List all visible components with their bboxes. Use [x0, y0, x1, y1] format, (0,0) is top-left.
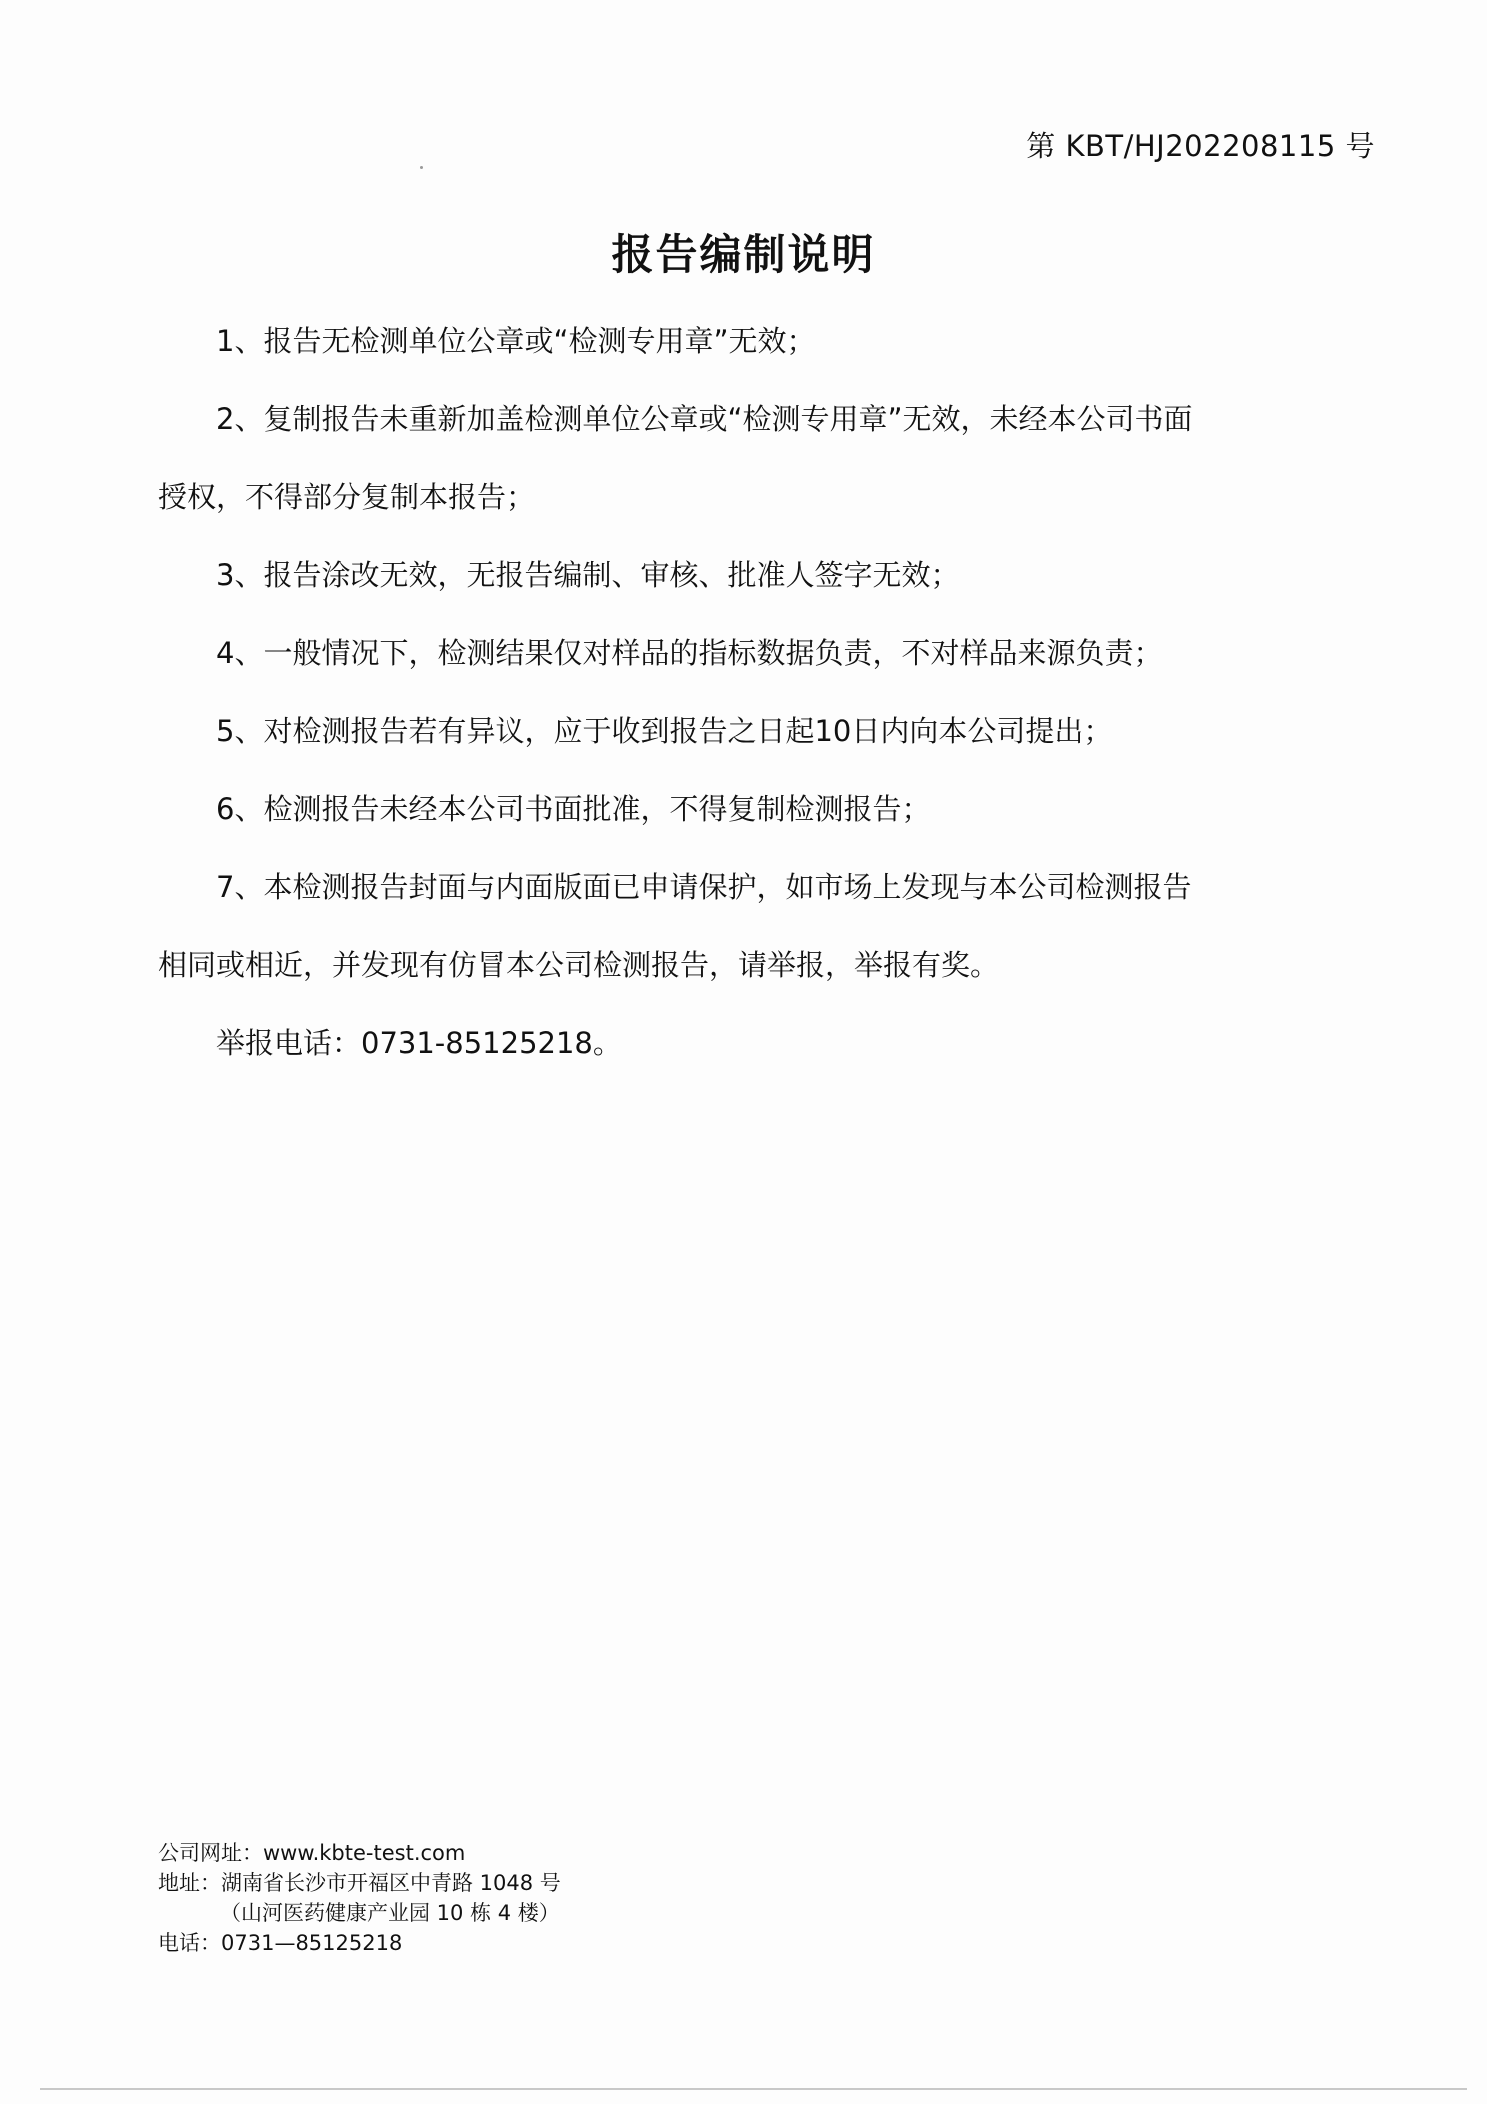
- report-number: 第 KBT/HJ202208115 号: [1026, 129, 1375, 163]
- clause-item: 5、对检测报告若有异议，应于收到报告之日起10日内向本公司提出；: [216, 714, 1113, 748]
- clause-item: 2、复制报告未重新加盖检测单位公章或“检测专用章”无效，未经本公司书面授权，不得部分复制本报告；: [158, 402, 1193, 514]
- company-address-detail: （山河医药健康产业园 10 栋 4 楼）: [220, 1901, 560, 1925]
- scan-speck: [420, 166, 423, 169]
- scan-edge-line: [40, 2088, 1467, 2090]
- company-phone: 电话：0731—85125218: [158, 1931, 403, 1955]
- clause-item: 4、一般情况下，检测结果仅对样品的指标数据负责，不对样品来源负责；: [216, 636, 1163, 670]
- report-hotline: 举报电话：0731-85125218。: [216, 1026, 622, 1060]
- clause-list: [158, 302, 1198, 1082]
- clause-item: 6、检测报告未经本公司书面批准，不得复制检测报告；: [216, 792, 931, 826]
- company-footer: [158, 1838, 561, 1958]
- company-website: 公司网址：www.kbte-test.com: [158, 1841, 466, 1865]
- clause-item: 3、报告涂改无效，无报告编制、审核、批准人签字无效；: [216, 558, 960, 592]
- clause-item: 7、本检测报告封面与内面版面已申请保护，如市场上发现与本公司检测报告相同或相近，并发现有仿冒本公司检测报告，请举报，举报有奖。: [158, 870, 1192, 982]
- document-title: 报告编制说明: [611, 230, 876, 279]
- clause-item: 1、报告无检测单位公章或“检测专用章”无效；: [216, 324, 816, 358]
- company-address: 地址：湖南省长沙市开福区中青路 1048 号: [158, 1871, 561, 1895]
